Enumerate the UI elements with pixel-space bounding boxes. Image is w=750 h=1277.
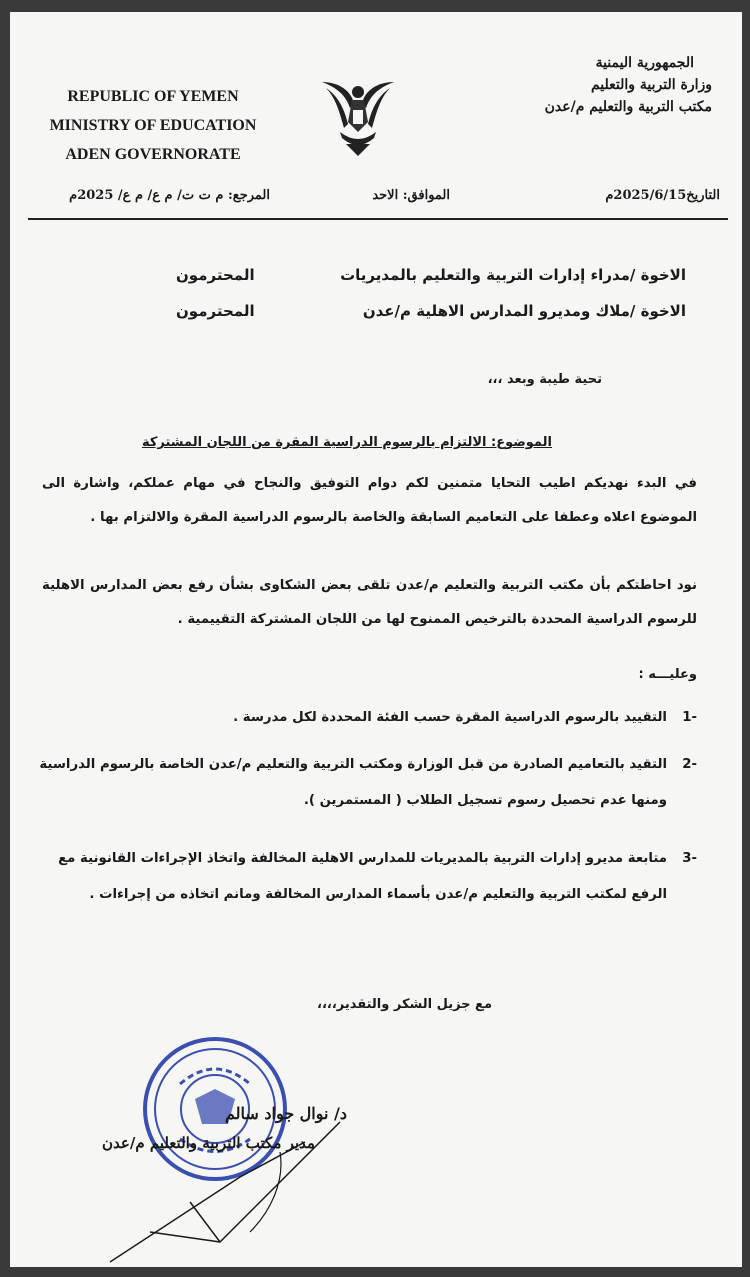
list-item-text: متابعة مديرو إدارات التربية بالمديريات للمدارس الاهلية المخالفة واتخاذ الإجراءات القانونية مع الرفع لمكتب التربية والتعليم م/عدن بأسماء المدارس المخالفة ومانم اتخاذه من إجراءات . — [58, 851, 667, 902]
list-item-number: -1 — [682, 710, 697, 725]
english-header-line-1: REPUBLIC OF YEMEN — [67, 88, 239, 105]
english-header-line-3: ADEN GOVERNORATE — [65, 146, 241, 163]
list-item-number: -3 — [682, 851, 697, 866]
handwritten-signature-icon — [70, 1082, 400, 1267]
honorific-2: المحترمون — [176, 302, 255, 320]
arabic-header-line-2: وزارة التربية والتعليم — [590, 77, 712, 93]
header-divider — [28, 218, 728, 220]
addressee-1: الاخوة /مدراء إدارات التربية والتعليم بالمديريات — [340, 266, 686, 284]
signatory-name: د/ نوال جواد سالم — [225, 1104, 347, 1123]
list-item-2 — [37, 747, 697, 819]
list-item-1 — [37, 700, 697, 736]
list-item-number: -2 — [682, 757, 697, 772]
signatory-title: مدير مكتب التربية والتعليم م/عدن — [102, 1134, 315, 1152]
addressee-2: الاخوة /ملاك ومديرو المدارس الاهلية م/عدن — [362, 302, 686, 320]
date-field: التاريخ2025/6/15م — [605, 188, 720, 203]
letter-page — [10, 12, 742, 1267]
subject-line: الموضوع: الالتزام بالرسوم الدراسية المقرة من اللجان المشتركة — [141, 435, 552, 450]
paragraph-2: نود احاطتكم بأن مكتب التربية والتعليم م/عدن تلقى بعض الشكاوى بشأن رفع بعض المدارس الاهلية للرسوم الدراسية المحددة بالترخيص الممنوح لها من اللجان المشتركة التقييمية . — [42, 578, 697, 627]
reference-field: المرجع: م ت ت/ م ع/ م ع/ 2025م — [69, 188, 270, 203]
honorific-1: المحترمون — [176, 266, 255, 284]
list-item-text: التقيد بالتعاميم الصادرة من قبل الوزارة ومكتب التربية والتعليم م/عدن الخاصة بالرسوم الدراسية ومنها عدم تحصيل رسوم تسجيل الطلاب ( المستمرين ). — [39, 757, 667, 808]
reference-line — [30, 188, 720, 214]
closing-line: مع جزيل الشكر والتقدير،،،، — [317, 997, 492, 1012]
list-item-3 — [37, 841, 697, 913]
english-header — [38, 82, 268, 169]
arabic-header-line-3: مكتب التربية والتعليم م/عدن — [544, 99, 712, 115]
list-item-text: التقييد بالرسوم الدراسية المقرة حسب الفئة المحددة لكل مدرسة . — [233, 710, 667, 725]
greeting: تحية طيبة وبعد ،،، — [487, 372, 602, 387]
arabic-header-line-1: الجمهورية اليمنية — [595, 55, 694, 71]
arabic-header — [512, 52, 712, 118]
therefore-heading: وعليـــه : — [638, 667, 697, 682]
paragraph-1: في البدء نهديكم اطيب التحايا متمنين لكم دوام التوفيق والنجاح في مهام عملكم، واشارة الى الموضوع اعلاه وعطفا على التعاميم السابقة والخاصة بالرسوم الدراسية المقرة والالتزام بها . — [42, 476, 697, 525]
day-field: الموافق: الاحد — [372, 188, 450, 203]
yemen-eagle-emblem-icon — [318, 74, 398, 159]
english-header-line-2: MINISTRY OF EDUCATION — [49, 117, 257, 134]
